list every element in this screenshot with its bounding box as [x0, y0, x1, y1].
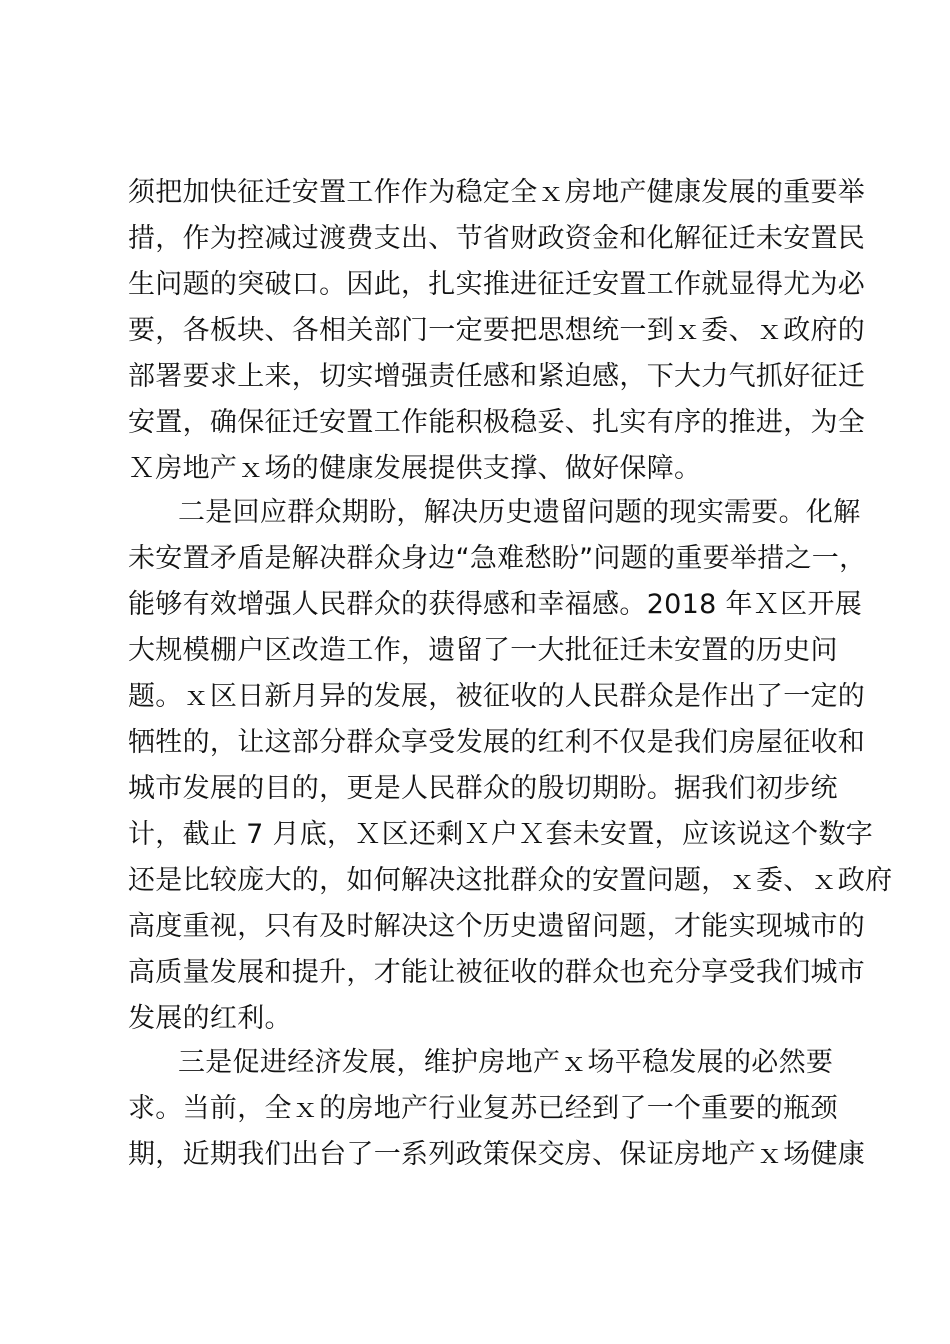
paragraph-start-line: 三是促进经济发展，维护房地产ｘ场平稳发展的必然要: [178, 1047, 834, 1078]
text-line: 计，截止 7 月底，Ｘ区还剩Ｘ户Ｘ套未安置，应该说这个数字: [128, 819, 874, 850]
text-line: 能够有效增强人民群众的获得感和幸福感。2018 年Ｘ区开展: [128, 589, 862, 620]
text-line: 大规模棚户区改造工作，遗留了一大批征迁未安置的历史问: [128, 635, 838, 666]
text-line: 还是比较庞大的，如何解决这批群众的安置问题，ｘ委、ｘ政府: [128, 865, 893, 896]
text-line: 措，作为控减过渡费支出、节省财政资金和化解征迁未安置民: [128, 223, 866, 254]
paragraph-start-line: 二是回应群众期盼，解决历史遗留问题的现实需要。化解: [178, 497, 861, 528]
text-line: 求。当前，全ｘ的房地产行业复苏已经到了一个重要的瓶颈: [128, 1093, 838, 1124]
text-line: 部署要求上来，切实增强责任感和紧迫感，下大力气抓好征迁: [128, 361, 866, 392]
text-line: 要，各板块、各相关部门一定要把思想统一到ｘ委、ｘ政府的: [128, 315, 866, 346]
text-line: 发展的红利。: [128, 1003, 292, 1034]
text-line: Ｘ房地产ｘ场的健康发展提供支撑、做好保障。: [128, 453, 702, 484]
text-line: 高质量发展和提升，才能让被征收的群众也充分享受我们城市: [128, 957, 866, 988]
text-line: 题。ｘ区日新月异的发展，被征收的人民群众是作出了一定的: [128, 681, 866, 712]
text-line: 牺牲的，让这部分群众享受发展的红利不仅是我们房屋征收和: [128, 727, 866, 758]
text-line: 期，近期我们出台了一系列政策保交房、保证房地产ｘ场健康: [128, 1139, 866, 1170]
text-line: 未安置矛盾是解决群众身边“急难愁盼”问题的重要举措之一，: [128, 543, 867, 574]
text-line: 城市发展的目的，更是人民群众的殷切期盼。据我们初步统: [128, 773, 838, 804]
text-line: 高度重视，只有及时解决这个历史遗留问题，才能实现城市的: [128, 911, 866, 942]
text-line: 须把加快征迁安置工作作为稳定全ｘ房地产健康发展的重要举: [128, 177, 866, 208]
text-line: 生问题的突破口。因此，扎实推进征迁安置工作就显得尤为必: [128, 269, 866, 300]
text-line: 安置，确保征迁安置工作能积极稳妥、扎实有序的推进，为全: [128, 407, 866, 438]
